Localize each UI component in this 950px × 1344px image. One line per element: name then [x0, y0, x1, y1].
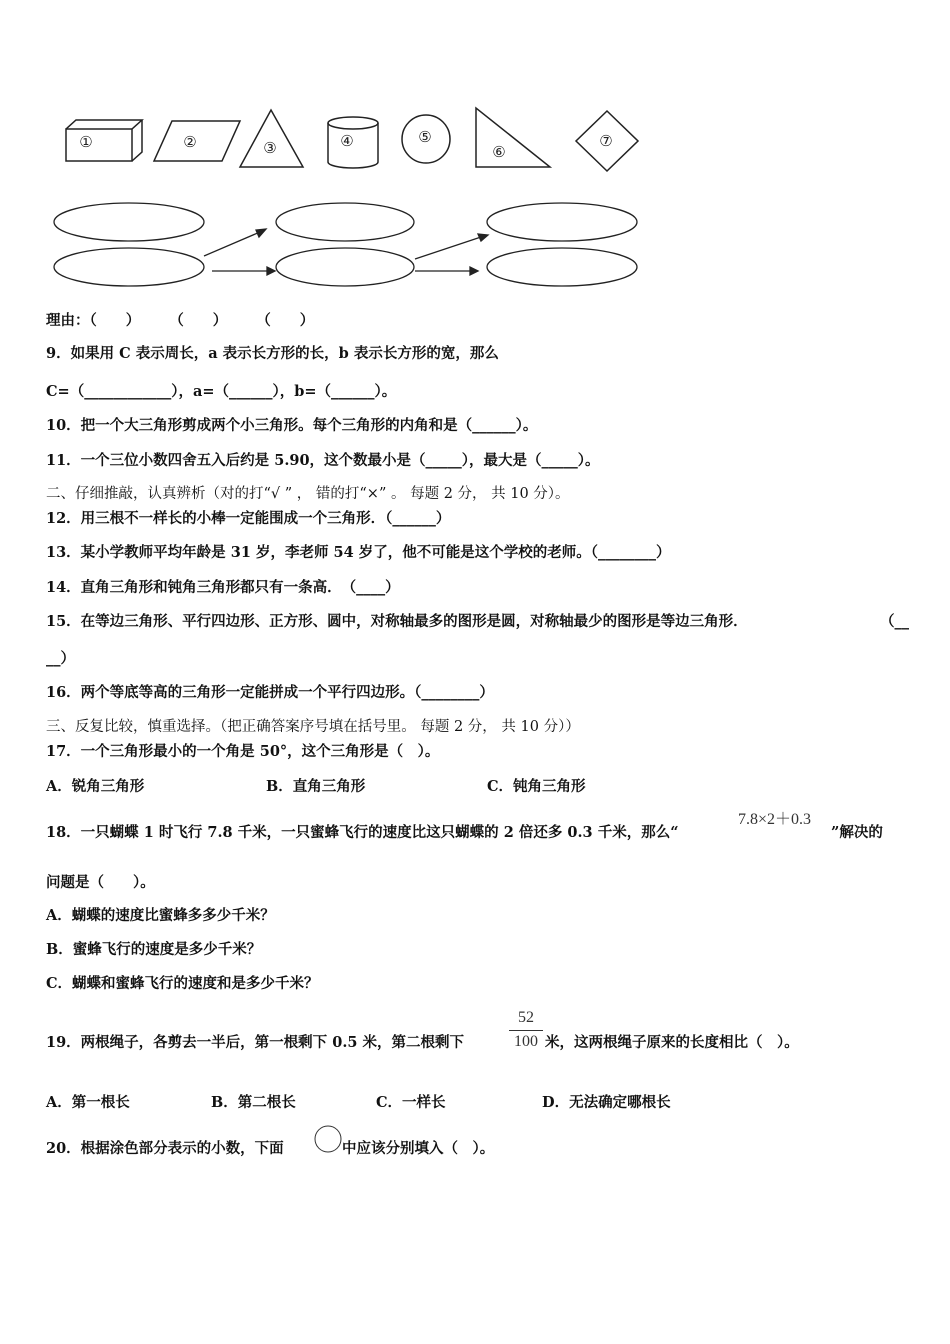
- shape-label-1: ①: [79, 133, 93, 151]
- question-16: 16．两个等底等高的三角形一定能拼成一个平行四边形。（________）: [46, 684, 494, 701]
- question-9-line-1: 9．如果用 C 表示周长，a 表示长方形的长，b 表示长方形的宽，那么: [46, 345, 499, 362]
- q18-option-c: C．蝴蝶和蜜蜂飞行的速度和是多少千米？: [46, 975, 319, 992]
- oval-group-1-top: [54, 203, 204, 241]
- shape-label-7: ⑦: [599, 132, 613, 150]
- question-15-blank-start: （__: [880, 613, 909, 630]
- question-12: 12．用三根不一样长的小棒一定能围成一个三角形．（______）: [46, 510, 451, 527]
- shape-label-5: ⑤: [418, 128, 432, 146]
- section-3-heading: 三、反复比较，慎重选择。（把正确答案序号填在括号里。 每题 2 分， 共 10 分））: [46, 719, 580, 735]
- q19-option-c: C．一样长: [376, 1094, 446, 1111]
- question-13: 13．某小学教师平均年龄是 31 岁，李老师 54 岁了，他不可能是这个学校的老师。（________）: [46, 544, 671, 561]
- question-17: 17．一个三角形最小的一个角是 50°，这个三角形是（ ）。: [46, 743, 440, 760]
- shape-cuboid: [66, 120, 142, 161]
- shape-label-3: ③: [263, 139, 277, 157]
- q20-circle-icon: [312, 1124, 344, 1156]
- arrow-1-up: [204, 232, 260, 256]
- q17-option-b: B．直角三角形: [266, 778, 366, 795]
- q18-option-b: B．蜜蜂飞行的速度是多少千米？: [46, 941, 262, 958]
- oval-group-2-top: [276, 203, 414, 241]
- shape-label-6: ⑥: [492, 143, 506, 161]
- q18-option-a: A．蝴蝶的速度比蜜蜂多多少千米？: [46, 907, 275, 924]
- shapes-figure: [0, 0, 950, 300]
- q19-fraction: [509, 1008, 543, 1052]
- q18-expression: 7.8×2＋0.3: [738, 811, 812, 828]
- question-14: 14．直角三角形和钝角三角形都只有一条高． （____）: [46, 579, 400, 596]
- oval-group-2-bottom: [276, 248, 414, 286]
- q19-fraction-denominator: 100: [514, 1033, 538, 1050]
- question-20-start: 20．根据涂色部分表示的小数，下面: [46, 1140, 284, 1157]
- question-19-start: 19．两根绳子，各剪去一半后，第一根剩下 0.5 米，第二根剩下: [46, 1034, 464, 1051]
- oval-group-3-top: [487, 203, 637, 241]
- shape-parallelogram: [154, 121, 240, 161]
- question-18-line-2: 问题是（ ）。: [46, 874, 155, 891]
- question-9-line-2: C=（____________），a=（______），b=（______）。: [46, 383, 397, 400]
- q19-fraction-bar: [509, 1030, 543, 1031]
- question-15-line-2: __）: [46, 650, 75, 667]
- q17-option-a: A．锐角三角形: [46, 778, 145, 795]
- oval-group-1-bottom: [54, 248, 204, 286]
- question-20-end: 中应该分别填入（ ）。: [342, 1140, 495, 1157]
- arrow-2-up: [415, 237, 481, 259]
- q19-option-d: D．无法确定哪根长: [542, 1094, 671, 1111]
- section-2-heading: 二、仔细推敲，认真辨析（对的打“√ ” ， 错的打“×” 。 每题 2 分， 共 10 分）。: [46, 486, 570, 502]
- question-15-line-1: 15．在等边三角形、平行四边形、正方形、圆中，对称轴最多的图形是圆，对称轴最少的图形是等边三角形．: [46, 613, 748, 630]
- question-11: 11．一个三位小数四舍五入后约是 5.90，这个数最小是（_____），最大是（_____）。: [46, 452, 600, 469]
- reason-line: 理由：（ ） （ ） （ ）: [46, 312, 315, 329]
- question-19-end: 米，这两根绳子原来的长度相比（ ）。: [545, 1034, 799, 1051]
- shape-label-4: ④: [340, 132, 354, 150]
- shape-label-2: ②: [183, 133, 197, 151]
- shape-right-triangle: [476, 108, 550, 167]
- question-18-line-1: 18．一只蝴蝶 1 时飞行 7.8 千米，一只蜜蜂飞行的速度比这只蝴蝶的 2 倍还多 0.3 千米，那么“: [46, 824, 679, 841]
- question-10: 10．把一个大三角形剪成两个小三角形。每个三角形的内角和是（______）。: [46, 417, 538, 434]
- q19-fraction-numerator: 52: [518, 1009, 534, 1026]
- q17-option-c: C．钝角三角形: [487, 778, 586, 795]
- oval-group-3-bottom: [487, 248, 637, 286]
- q19-option-a: A．第一根长: [46, 1094, 130, 1111]
- q19-option-b: B．第二根长: [211, 1094, 296, 1111]
- question-18-line-1-end: ”解决的: [831, 824, 883, 841]
